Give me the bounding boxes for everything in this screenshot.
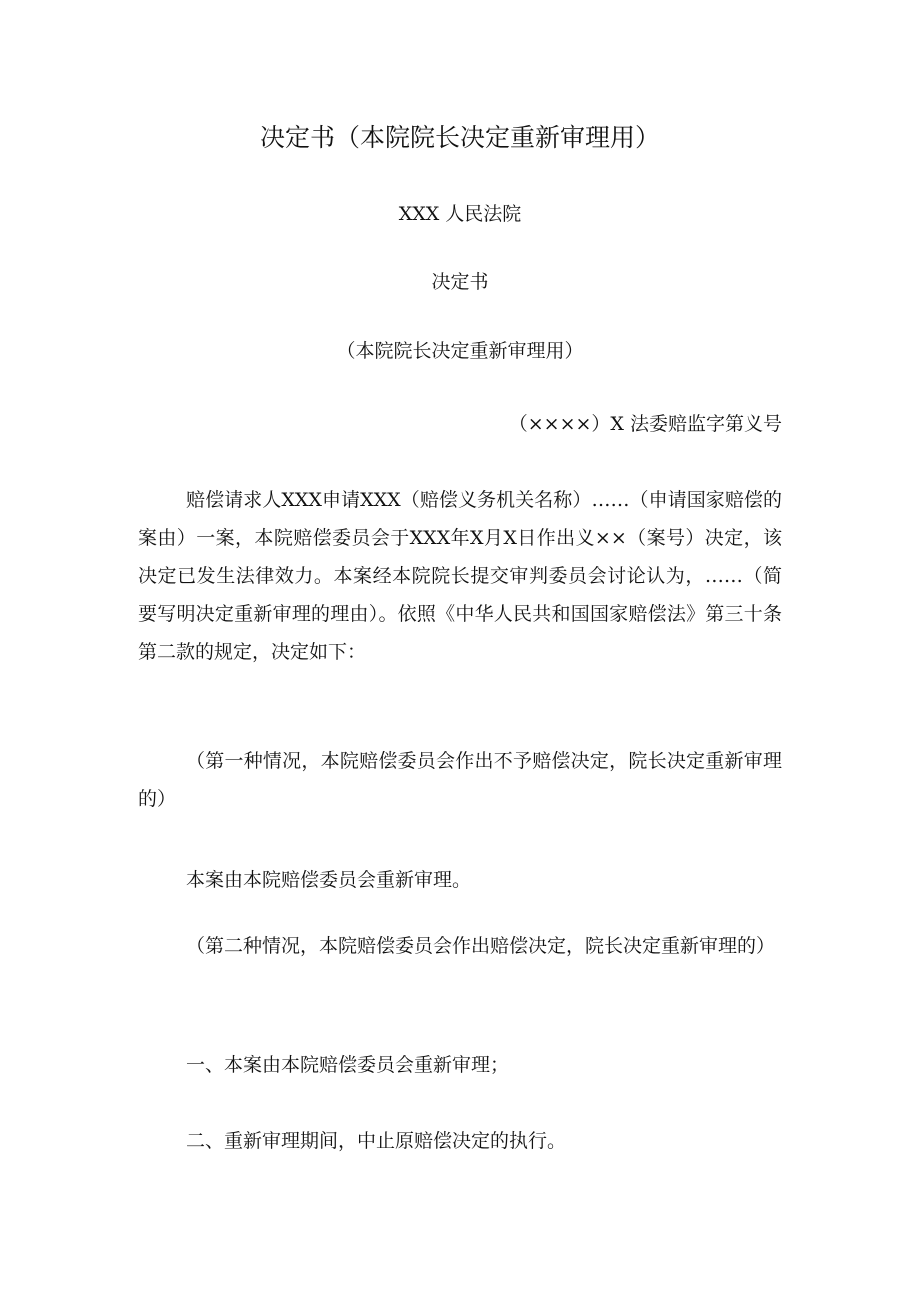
body-paragraph-main: 赔偿请求人XXX申请XXX（赔偿义务机关名称）……（申请国家赔偿的案由）一案，本院赔偿委员会于XXX年X月X日作出义××（案号）决定，该决定已发生法律效力。本案经本院院长提交审判委员会讨论认为，……（简要写明决定重新审理的理由）。依照《中华人民共和国国家赔偿法》第三十条第二款的规定，决定如下： bbox=[138, 489, 782, 663]
body-paragraph-decision-two-item-one: 一、本案由本院赔偿委员会重新审理； bbox=[186, 1054, 510, 1076]
court-name: XXX 人民法院 bbox=[398, 203, 522, 225]
document-title: 决定书（本院院长决定重新审理用） bbox=[259, 123, 660, 152]
case-number: （××××）X 法委赔监字第义号 bbox=[508, 413, 782, 435]
body-paragraph-decision-two-item-two: 二、重新审理期间，中止原赔偿决定的执行。 bbox=[186, 1130, 567, 1152]
body-paragraph-case-one: （第一种情况，本院赔偿委员会作出不予赔偿决定，院长决定重新审理的） bbox=[138, 750, 782, 810]
body-paragraph-decision-one: 本案由本院赔偿委员会重新审理。 bbox=[186, 869, 472, 891]
document-subtitle: （本院院长决定重新审理用） bbox=[336, 340, 584, 362]
body-paragraph-case-two: （第二种情况，本院赔偿委员会作出赔偿决定，院长决定重新审理的） bbox=[186, 935, 776, 957]
document-type: 决定书 bbox=[431, 271, 489, 293]
